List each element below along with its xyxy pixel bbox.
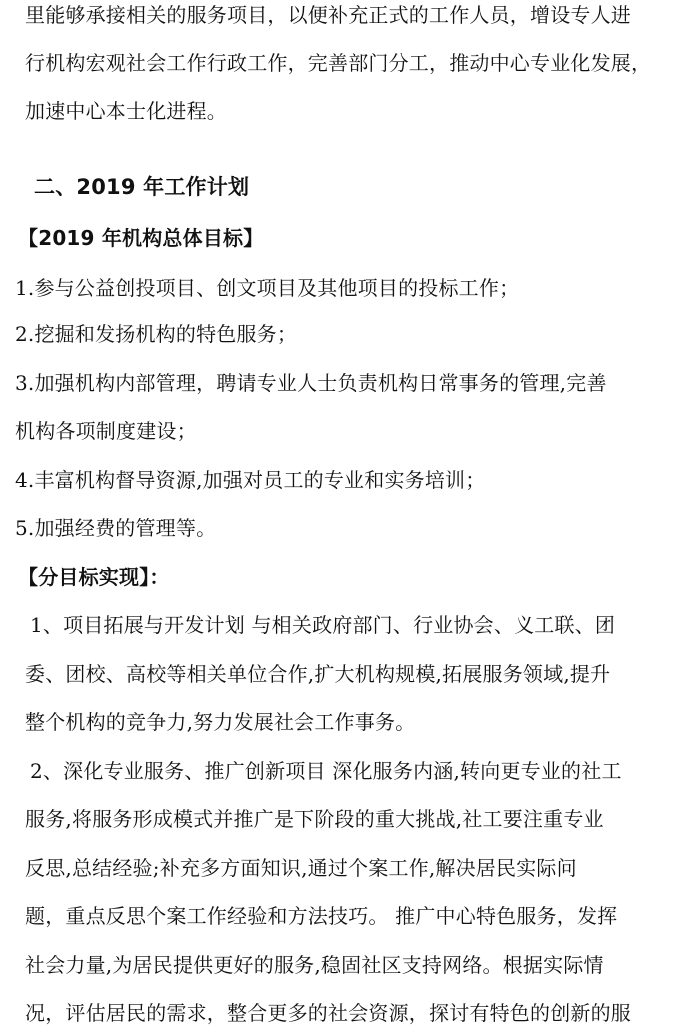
sub-goal-paragraph-line: 反思,总结经验;补充多方面知识,通过个案工作,解决居民实际问 <box>25 856 577 880</box>
overall-goals-title: 【2019 年机构总体目标】 <box>18 226 264 250</box>
goal-item: 4.丰富机构督导资源,加强对员工的专业和实务培训； <box>15 468 486 492</box>
sub-goal-paragraph-line: 题，重点反思个案工作经验和方法技巧。 推广中心特色服务，发挥 <box>25 904 618 928</box>
sub-goal-paragraph-line: 社会力量,为居民提供更好的服务,稳固社区支持网络。根据实际情 <box>25 953 604 977</box>
sub-goal-paragraph-line: 况，评估居民的需求，整合更多的社会资源，探讨有特色的创新的服 <box>25 1001 631 1025</box>
sub-goal-paragraph-line: 2、深化专业服务、推广创新项目 深化服务内涵,转向更专业的社工 <box>30 759 622 783</box>
goal-item-continued: 机构各项制度建设； <box>15 419 197 443</box>
section-heading: 二、2019 年工作计划 <box>34 175 250 199</box>
sub-goal-paragraph-line: 整个机构的竞争力,努力发展社会工作事务。 <box>25 710 416 734</box>
goal-item: 1.参与公益创投项目、创文项目及其他项目的投标工作； <box>15 276 520 300</box>
sub-goal-paragraph-line: 服务,将服务形成模式并推广是下阶段的重大挑战,社工要注重专业 <box>25 807 604 831</box>
goal-item: 3.加强机构内部管理，聘请专业人士负责机构日常事务的管理,完善 <box>15 371 607 395</box>
intro-line: 加速中心本士化进程。 <box>25 99 227 123</box>
sub-goals-title: 【分目标实现】： <box>18 565 170 589</box>
intro-line: 里能够承接相关的服务项目，以便补充正式的工作人员，增设专人进 <box>25 3 631 27</box>
sub-goal-paragraph-line: 1、项目拓展与开发计划 与相关政府部门、行业协会、义工联、团 <box>30 613 616 637</box>
sub-goal-paragraph-line: 委、团校、高校等相关单位合作,扩大机构规模,拓展服务领域,提升 <box>25 662 611 686</box>
goal-item: 2.挖掘和发扬机构的特色服务； <box>15 322 298 346</box>
goal-item: 5.加强经费的管理等。 <box>15 516 217 540</box>
intro-line: 行机构宏观社会工作行政工作，完善部门分工，推动中心专业化发展， <box>25 51 652 75</box>
